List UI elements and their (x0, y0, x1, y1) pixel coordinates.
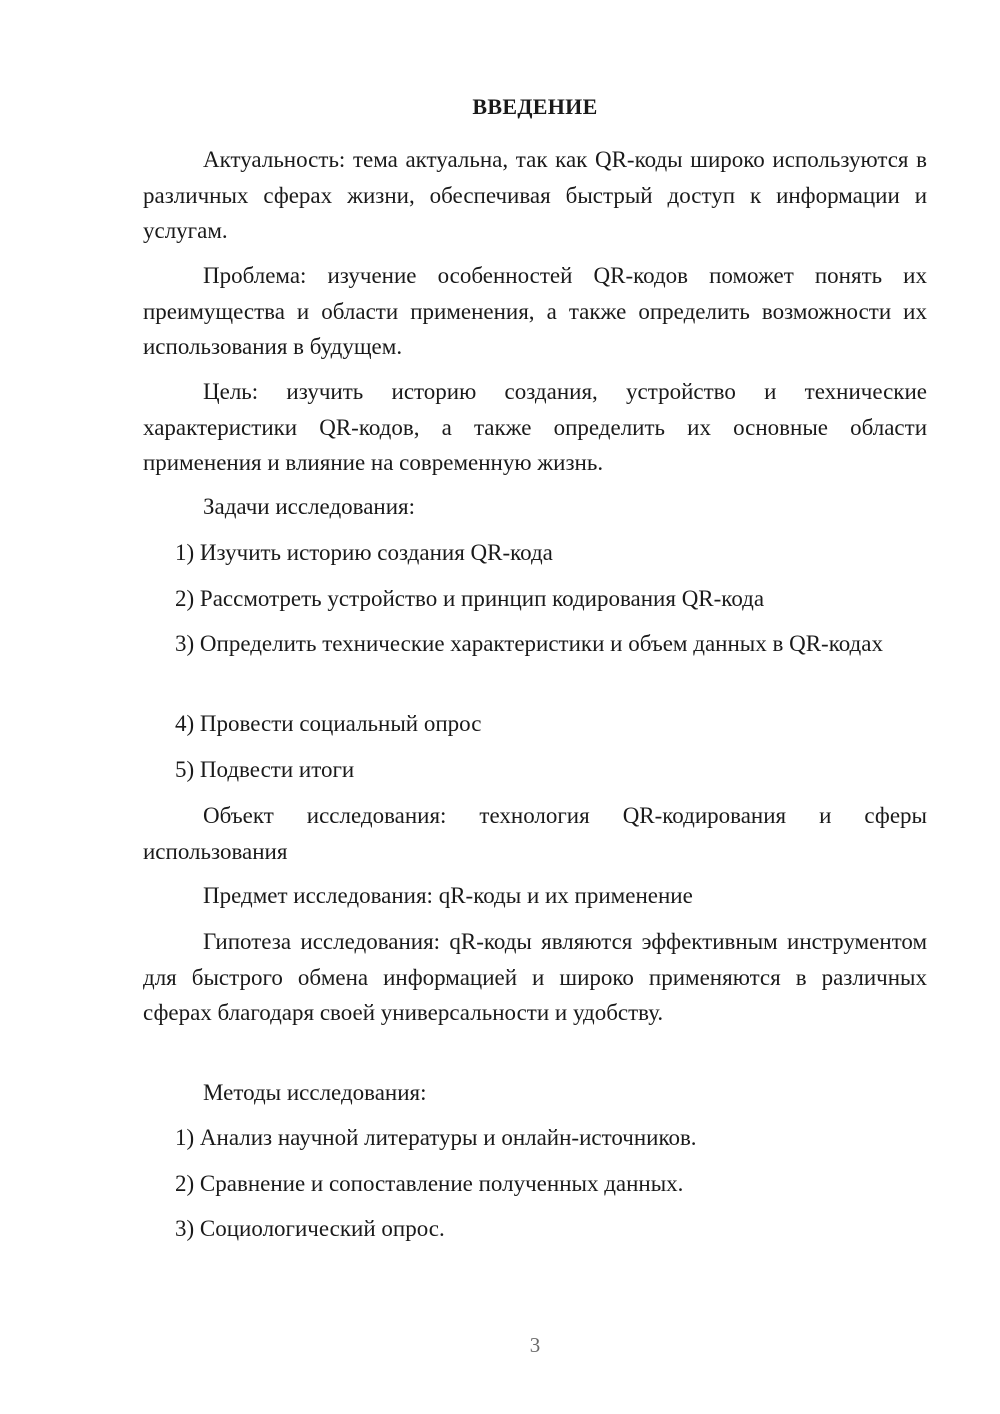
task-item: 2) Рассмотреть устройство и принцип кодирования QR-кода (175, 586, 765, 611)
task-item: 5) Подвести итоги (175, 757, 355, 782)
paragraph-subject: Предмет исследования: qR-коды и их применение (203, 883, 693, 908)
task-item: 3) Определить технические характеристики и объем данных в QR-кодах (175, 631, 883, 656)
task-item: 1) Изучить историю создания QR-кода (175, 540, 553, 565)
paragraph-hypothesis: Гипотеза исследования: qR-коды являются эффективным инструментом для быстрого обмена информацией и широко применяются в различных сферах благодаря своей универсальности и удобству. (143, 929, 927, 1025)
paragraph-relevance: Актуальность: тема актуальна, так как QR-коды широко используются в различных сферах жизни, обеспечивая быстрый доступ к информации и услугам. (143, 147, 927, 243)
paragraph-goal: Цель: изучить историю создания, устройство и технические характеристики QR-кодов, а также определить их основные области применения и влияние на современную жизнь. (143, 379, 927, 475)
paragraph-problem: Проблема: изучение особенностей QR-кодов поможет понять их преимущества и области применения, а также определить возможности их использования в будущем. (143, 263, 927, 359)
page-title: ВВЕДЕНИЕ (472, 94, 598, 119)
tasks-heading: Задачи исследования: (203, 494, 416, 519)
methods-heading: Методы исследования: (203, 1080, 427, 1105)
paragraph-object: Объект исследования: технология QR-кодирования и сферы использования (143, 803, 927, 864)
task-item: 4) Провести социальный опрос (175, 711, 482, 736)
method-item: 2) Сравнение и сопоставление полученных данных. (175, 1171, 684, 1196)
page-number: 3 (529, 1333, 541, 1357)
method-item: 1) Анализ научной литературы и онлайн-источников. (175, 1125, 697, 1150)
method-item: 3) Социологический опрос. (175, 1216, 445, 1241)
